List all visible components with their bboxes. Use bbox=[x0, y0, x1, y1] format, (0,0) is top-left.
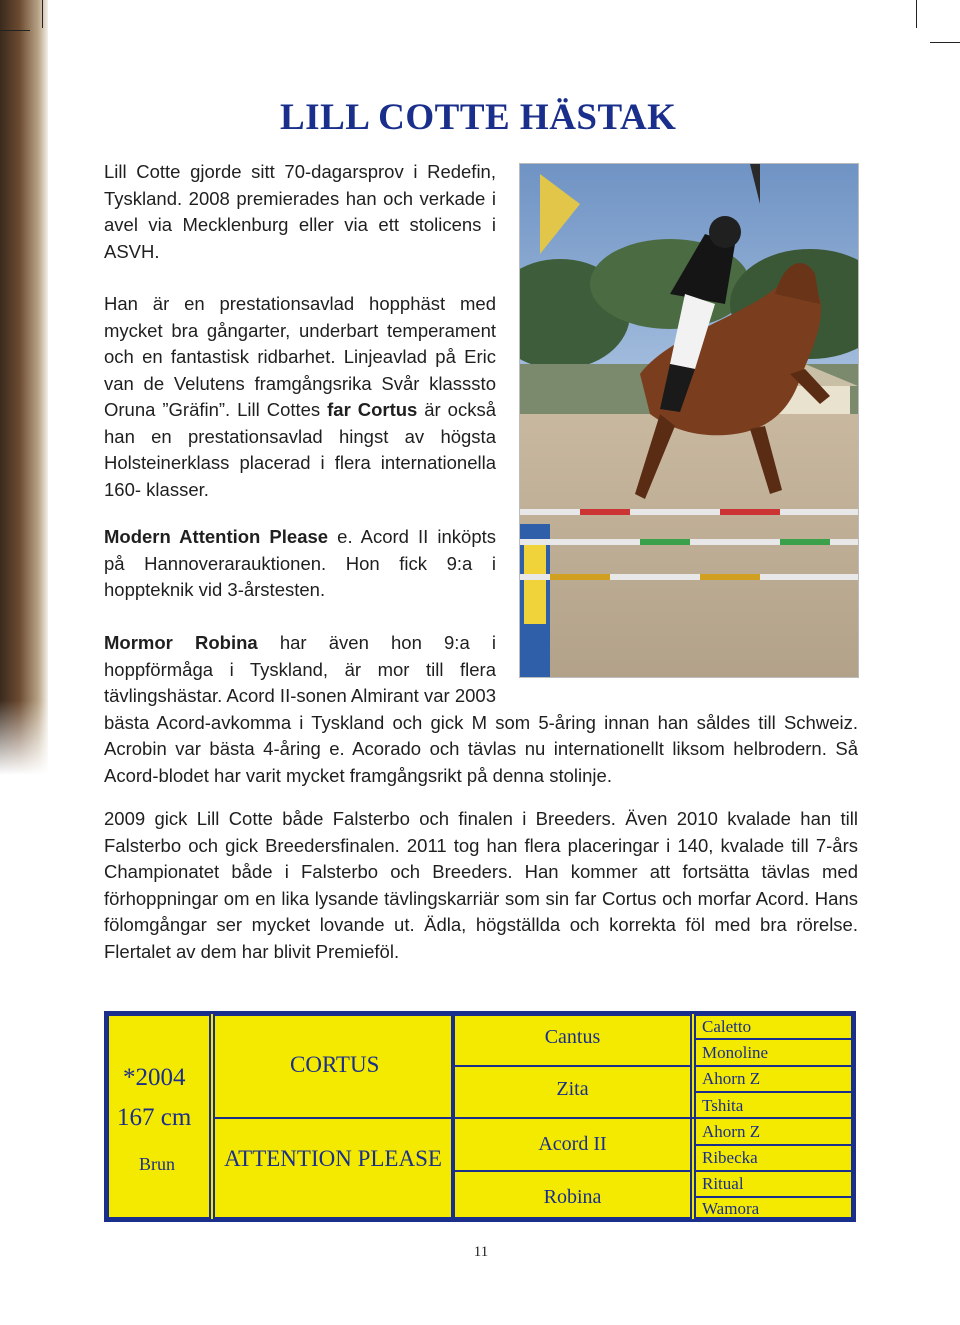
great-grandparent-6: Ribecka bbox=[702, 1148, 758, 1167]
sire-highlight: far Cortus bbox=[327, 399, 418, 420]
crop-mark-top-right bbox=[930, 42, 960, 43]
parents-box bbox=[213, 1014, 453, 1219]
grandparent-3: Acord II bbox=[538, 1133, 607, 1155]
grandparent-4: Robina bbox=[543, 1186, 602, 1208]
horse-info-box bbox=[107, 1014, 211, 1219]
page-number: 11 bbox=[473, 1244, 489, 1260]
breeding-paragraph: Han är en prestationsavlad hopphäst med mycket bra gångarter, underbart temperament och en fantastisk ridbarhet. Linjeavlad på Eric van de Velutens framgångsrika Svår klasssto Oruna ”Gräfin”. Lill Cottes far Cortus är också han en prestationsavlad hingst av högsta Holsteinerklass placerad i flera internationella 160- klasser. bbox=[104, 293, 496, 500]
grandparent-1: Cantus bbox=[544, 1026, 601, 1048]
pedigree-table bbox=[104, 1011, 856, 1222]
birth-year: *2004 bbox=[123, 1064, 186, 1091]
page-title: LILL COTTE HÄSTAK bbox=[280, 97, 677, 138]
grandparent-2: Zita bbox=[556, 1078, 589, 1100]
horse-height: 167 cm bbox=[117, 1104, 192, 1131]
great-grandparent-3: Ahorn Z bbox=[702, 1069, 761, 1088]
crop-mark-top-left-v bbox=[42, 0, 43, 28]
granddam-paragraph: Mormor Robina har även hon 9:a i hoppförmåga i Tyskland, är mor till flera tävlingshästar. Acord II-sonen Almirant var 2003 bästa Acord-avkomma i Tyskland och gick M som 5-åring innan han såldes till Schweiz. Acrobin var bästa 4-åring e. Acorado och tävlas nu internationellt liksom helbrodern. Så Acord-blodet har varit mycket framgångsrikt på denna stolinje. bbox=[104, 632, 858, 786]
great-grandparents-box bbox=[694, 1014, 853, 1219]
dam-name: ATTENTION PLEASE bbox=[224, 1146, 442, 1171]
granddam-highlight: Mormor Robina bbox=[104, 632, 258, 653]
great-grandparent-7: Ritual bbox=[702, 1174, 744, 1193]
great-grandparent-5: Ahorn Z bbox=[702, 1122, 761, 1141]
great-grandparent-1: Caletto bbox=[702, 1017, 752, 1036]
grandparents-box bbox=[453, 1014, 692, 1219]
crop-mark-top-right-v bbox=[916, 0, 917, 28]
intro-paragraph: Lill Cotte gjorde sitt 70-dagarsprov i Redefin, Tyskland. 2008 premierades han och verkade i avel via Mecklenburg eller via ett stolicens i ASVH. bbox=[104, 161, 496, 262]
great-grandparent-2: Monoline bbox=[702, 1043, 769, 1062]
sire-name: CORTUS bbox=[290, 1052, 380, 1077]
great-grandparent-8: Wamora bbox=[702, 1199, 760, 1218]
competition-paragraph: 2009 gick Lill Cotte både Falsterbo och finalen i Breeders. Även 2010 kvalade han till Falsterbo och gick Breedersfinalen. 2011 tog han flera placeringar i 140, kvalade till 7-års Championatet både i Falsterbo och Breeders. Han kommer att fortsätta tävlas med förhoppningar om en lika lysande tävlingskarriär som sin far Cortus och morfar Acord. Hans fölomgångar ser mycket lovande ut. Ädla, högställda och korrekta föl med bra rörelse. Flertalet av dem har blivit Premieföl. bbox=[104, 808, 858, 962]
dam-paragraph: Modern Attention Please e. Acord II inköpts på Hannoverarauktionen. Hon fick 9:a i hoppteknik vid 3-årstesten. bbox=[104, 526, 496, 600]
crop-mark-top-left bbox=[0, 30, 30, 31]
horse-show-jumping-photo bbox=[519, 163, 859, 678]
dam-highlight: Modern Attention Please bbox=[104, 526, 329, 547]
horse-color: Brun bbox=[139, 1154, 175, 1174]
left-edge-photo-strip bbox=[0, 0, 48, 1325]
great-grandparent-4: Tshita bbox=[702, 1096, 744, 1115]
